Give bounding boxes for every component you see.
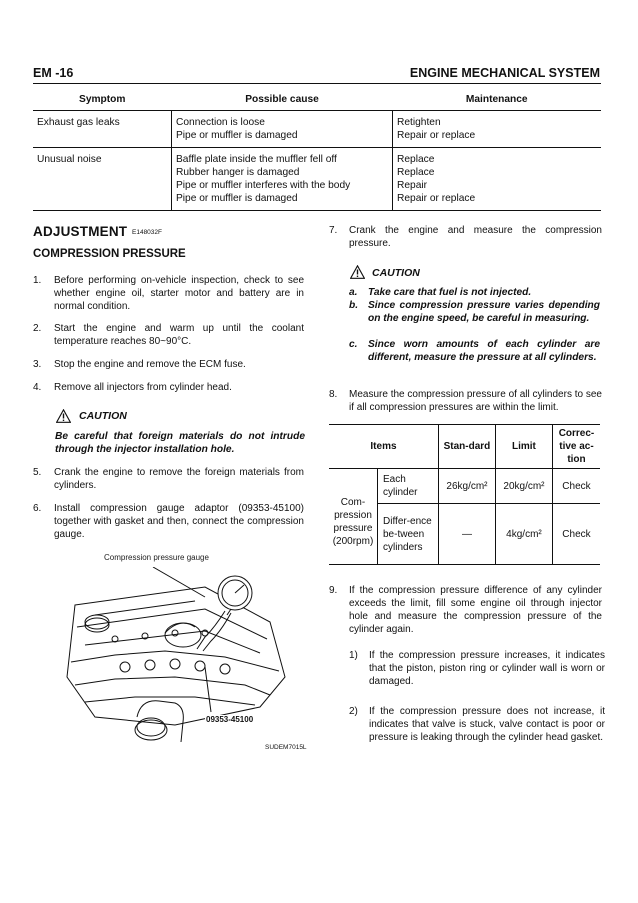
page-number: EM -16 — [33, 66, 74, 80]
cause-cell — [172, 148, 393, 211]
substep-text: If the compression pressure increases, it indicates that the piston, piston ring or cylinder wall is worn or damaged. — [369, 650, 605, 687]
substep-text: If the compression pressure does not increase, it indicates that valve is stuck, valve contact is poor or pressure is leaking through the cylinder head gasket. — [369, 706, 605, 743]
table-row — [329, 469, 600, 504]
maintenance-line: Repair — [397, 180, 428, 191]
step-text: Remove all injectors from cylinder head. — [54, 382, 232, 393]
tool-number-label: 09353-45100 — [206, 715, 254, 724]
maintenance-cell — [393, 148, 602, 211]
adjustment-code: E148032F — [132, 229, 162, 236]
limit-cell: 4kg/cm² — [495, 504, 552, 565]
step-text: Crank the engine and measure the compression pressure. — [349, 225, 602, 249]
caution-item-text: Since worn amounts of each cylinder are different, measure the pressure at all cylinders. — [368, 339, 600, 363]
warning-icon — [56, 409, 71, 423]
figure-caption: Compression pressure gauge — [104, 553, 209, 562]
header-rule — [33, 83, 601, 84]
compression-pressure-heading: COMPRESSION PRESSURE — [33, 248, 186, 260]
table-row — [33, 111, 601, 148]
maintenance-line: Repair or replace — [397, 130, 476, 141]
warning-icon — [350, 265, 365, 279]
step-number: 8. — [329, 389, 338, 400]
header-maintenance: Maintenance — [393, 88, 602, 111]
item-cell: Each cylinder — [378, 469, 439, 504]
figure-code: SUDEM7015L — [265, 744, 307, 751]
standard-cell: — — [438, 504, 495, 565]
maintenance-line: Replace — [397, 167, 435, 178]
caution-item-letter: a. — [349, 287, 358, 298]
symptom-table — [33, 88, 601, 211]
step-text: Install compression gauge adaptor (09353-45100) together with gasket and then, connect the compression gauge. — [54, 503, 304, 540]
caution-title: CAUTION — [79, 410, 127, 422]
symptom-cell: Exhaust gas leaks — [33, 111, 172, 148]
cause-line: Pipe or muffler is damaged — [176, 130, 298, 141]
compression-spec-table — [329, 424, 600, 565]
table-header-row — [33, 88, 601, 111]
limit-cell: 20kg/cm² — [495, 469, 552, 504]
step-text: Start the engine and warm up until the coolant temperature reaches 80~90°C. — [54, 323, 304, 347]
cause-line: Connection is loose — [176, 117, 265, 128]
caution-item-letter: b. — [349, 300, 359, 311]
section-title: ENGINE MECHANICAL SYSTEM — [409, 66, 600, 80]
maintenance-line: Replace — [397, 154, 435, 165]
symptom-cell: Unusual noise — [33, 148, 172, 211]
step-number: 9. — [329, 585, 338, 596]
step-text: Measure the compression pressure of all cylinders to see if all compression pressures are within the limit. — [349, 389, 602, 413]
header-corrective-action: Correc-tive ac-tion — [552, 425, 600, 469]
step-number: 1. — [33, 275, 42, 286]
header-possible-cause: Possible cause — [172, 88, 393, 111]
header-limit: Limit — [495, 425, 552, 469]
adjustment-heading: ADJUSTMENT — [33, 224, 128, 239]
cause-line: Rubber hanger is damaged — [176, 167, 300, 178]
substep-number: 2) — [349, 706, 358, 717]
cause-line: Pipe or muffler interferes with the body — [176, 180, 351, 191]
engine-illustration — [55, 567, 310, 742]
table-row — [33, 148, 601, 211]
caution-item-text: Since compression pressure varies depending on the engine speed, be careful in measuring. — [368, 300, 600, 324]
step-number: 4. — [33, 382, 42, 393]
action-cell: Check — [552, 469, 600, 504]
caution-item-letter: c. — [349, 339, 358, 350]
group-label: Com-pression pressure (200rpm) — [329, 469, 378, 565]
table-header-row — [329, 425, 600, 469]
caution-title: CAUTION — [372, 267, 420, 279]
step-number: 3. — [33, 359, 42, 370]
cause-cell — [172, 111, 393, 148]
header-items: Items — [329, 425, 438, 469]
step-number: 7. — [329, 225, 338, 236]
header-standard: Stan-dard — [438, 425, 495, 469]
cause-line: Pipe or muffler is damaged — [176, 193, 298, 204]
step-text: Stop the engine and remove the ECM fuse. — [54, 359, 246, 370]
maintenance-line: Repair or replace — [397, 193, 476, 204]
item-cell: Differ-ence be-tween cylinders — [378, 504, 439, 565]
header-symptom: Symptom — [33, 88, 172, 111]
standard-cell: 26kg/cm² — [438, 469, 495, 504]
step-text: Crank the engine to remove the foreign materials from cylinders. — [54, 467, 304, 491]
step-number: 2. — [33, 323, 42, 334]
step-text: Before performing on-vehicle inspection, check to see whether engine oil, starter motor and battery are in normal condition. — [54, 275, 304, 312]
step-number: 6. — [33, 503, 42, 514]
action-cell: Check — [552, 504, 600, 565]
maintenance-cell — [393, 111, 602, 148]
step-text: If the compression pressure difference of any cylinder exceeds the limit, fill some engine oil through injector hole and measure the compression pressure of the cylinder again. — [349, 585, 602, 635]
cause-line: Baffle plate inside the muffler fell off — [176, 154, 337, 165]
step-number: 5. — [33, 467, 42, 478]
caution-item-text: Take care that fuel is not injected. — [368, 287, 532, 298]
caution-text: Be careful that foreign materials do not intrude through the injector installation hole. — [55, 431, 305, 455]
substep-number: 1) — [349, 650, 358, 661]
maintenance-line: Retighten — [397, 117, 441, 128]
